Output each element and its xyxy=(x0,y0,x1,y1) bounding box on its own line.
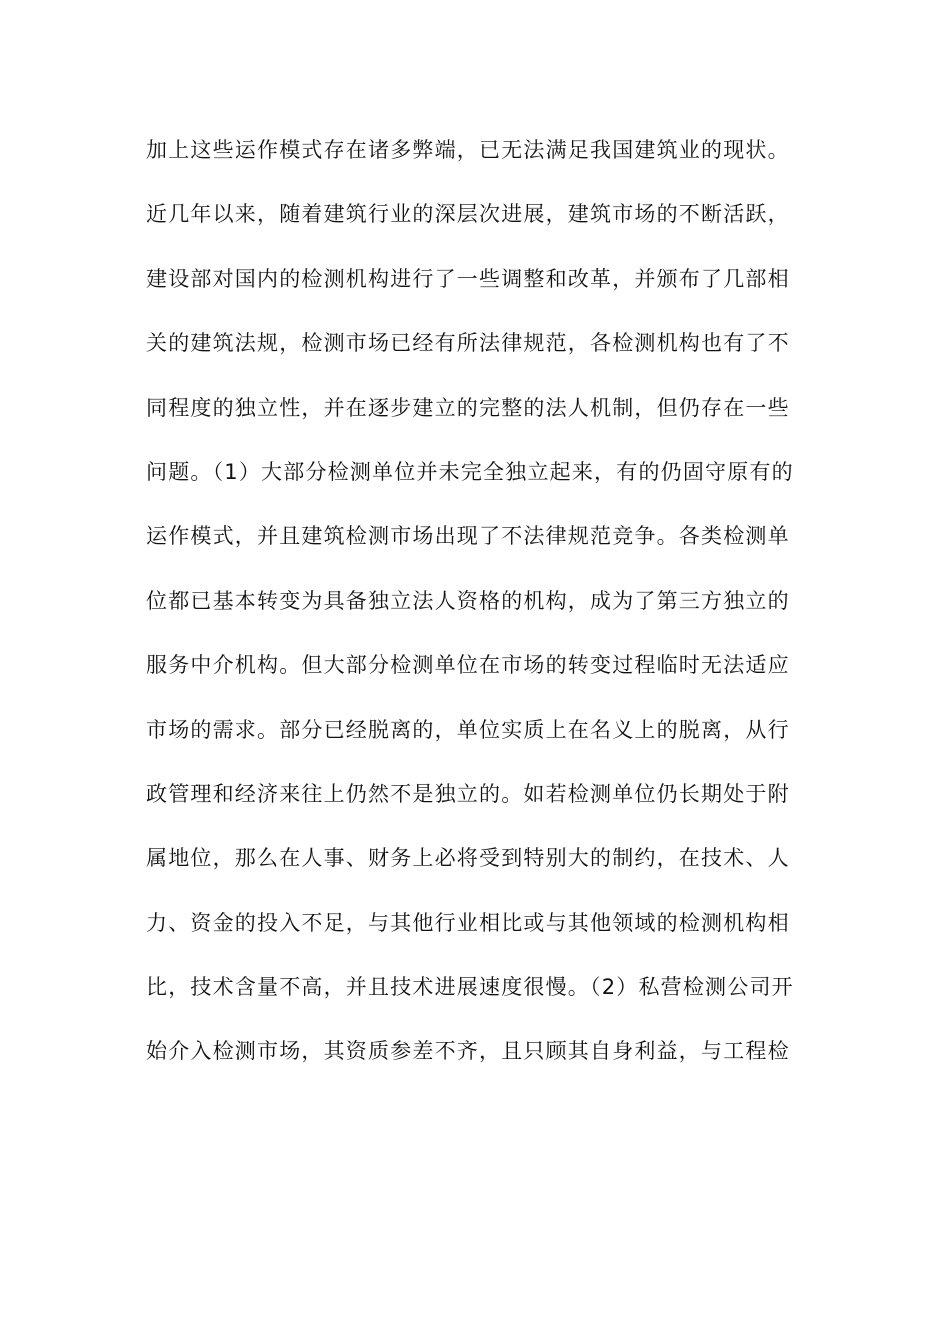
text-line: 建设部对国内的检测机构进行了一些调整和改革，并颁布了几部相 xyxy=(146,266,790,291)
text-line: 政管理和经济来往上仍然不是独立的。如若检测单位仍长期处于附 xyxy=(146,781,790,806)
text-line: 始介入检测市场，其资质参差不齐，且只顾其自身利益，与工程检 xyxy=(146,1039,790,1064)
text-line: 市场的需求。部分已经脱离的，单位实质上在名义上的脱离，从行 xyxy=(146,717,790,742)
text-line: 运作模式，并且建筑检测市场出现了不法律规范竞争。各类检测单 xyxy=(146,524,790,549)
text-line: 比，技术含量不高，并且技术进展速度很慢。（2）私营检测公司开 xyxy=(146,975,794,1000)
text-line: 服务中介机构。但大部分检测单位在市场的转变过程临时无法适应 xyxy=(146,653,790,678)
text-line: 加上这些运作模式存在诸多弊端，已无法满足我国建筑业的现状。 xyxy=(146,138,790,162)
text-line: 近几年以来，随着建筑行业的深层次进展，建筑市场的不断活跃， xyxy=(146,202,790,227)
text-line: 力、资金的投入不足，与其他行业相比或与其他领域的检测机构相 xyxy=(146,910,790,935)
text-line: 关的建筑法规，检测市场已经有所法律规范，各检测机构也有了不 xyxy=(146,331,790,356)
text-line: 位都已基本转变为具备独立法人资格的机构，成为了第三方独立的 xyxy=(146,588,790,613)
text-line: 同程度的独立性，并在逐步建立的完整的法人机制，但仍存在一些 xyxy=(146,395,790,420)
body-text xyxy=(146,130,816,1096)
text-line: 问题。（1）大部分检测单位并未完全独立起来，有的仍固守原有的 xyxy=(146,459,794,484)
text-line: 属地位，那么在人事、财务上必将受到特别大的制约，在技术、人 xyxy=(146,846,790,871)
